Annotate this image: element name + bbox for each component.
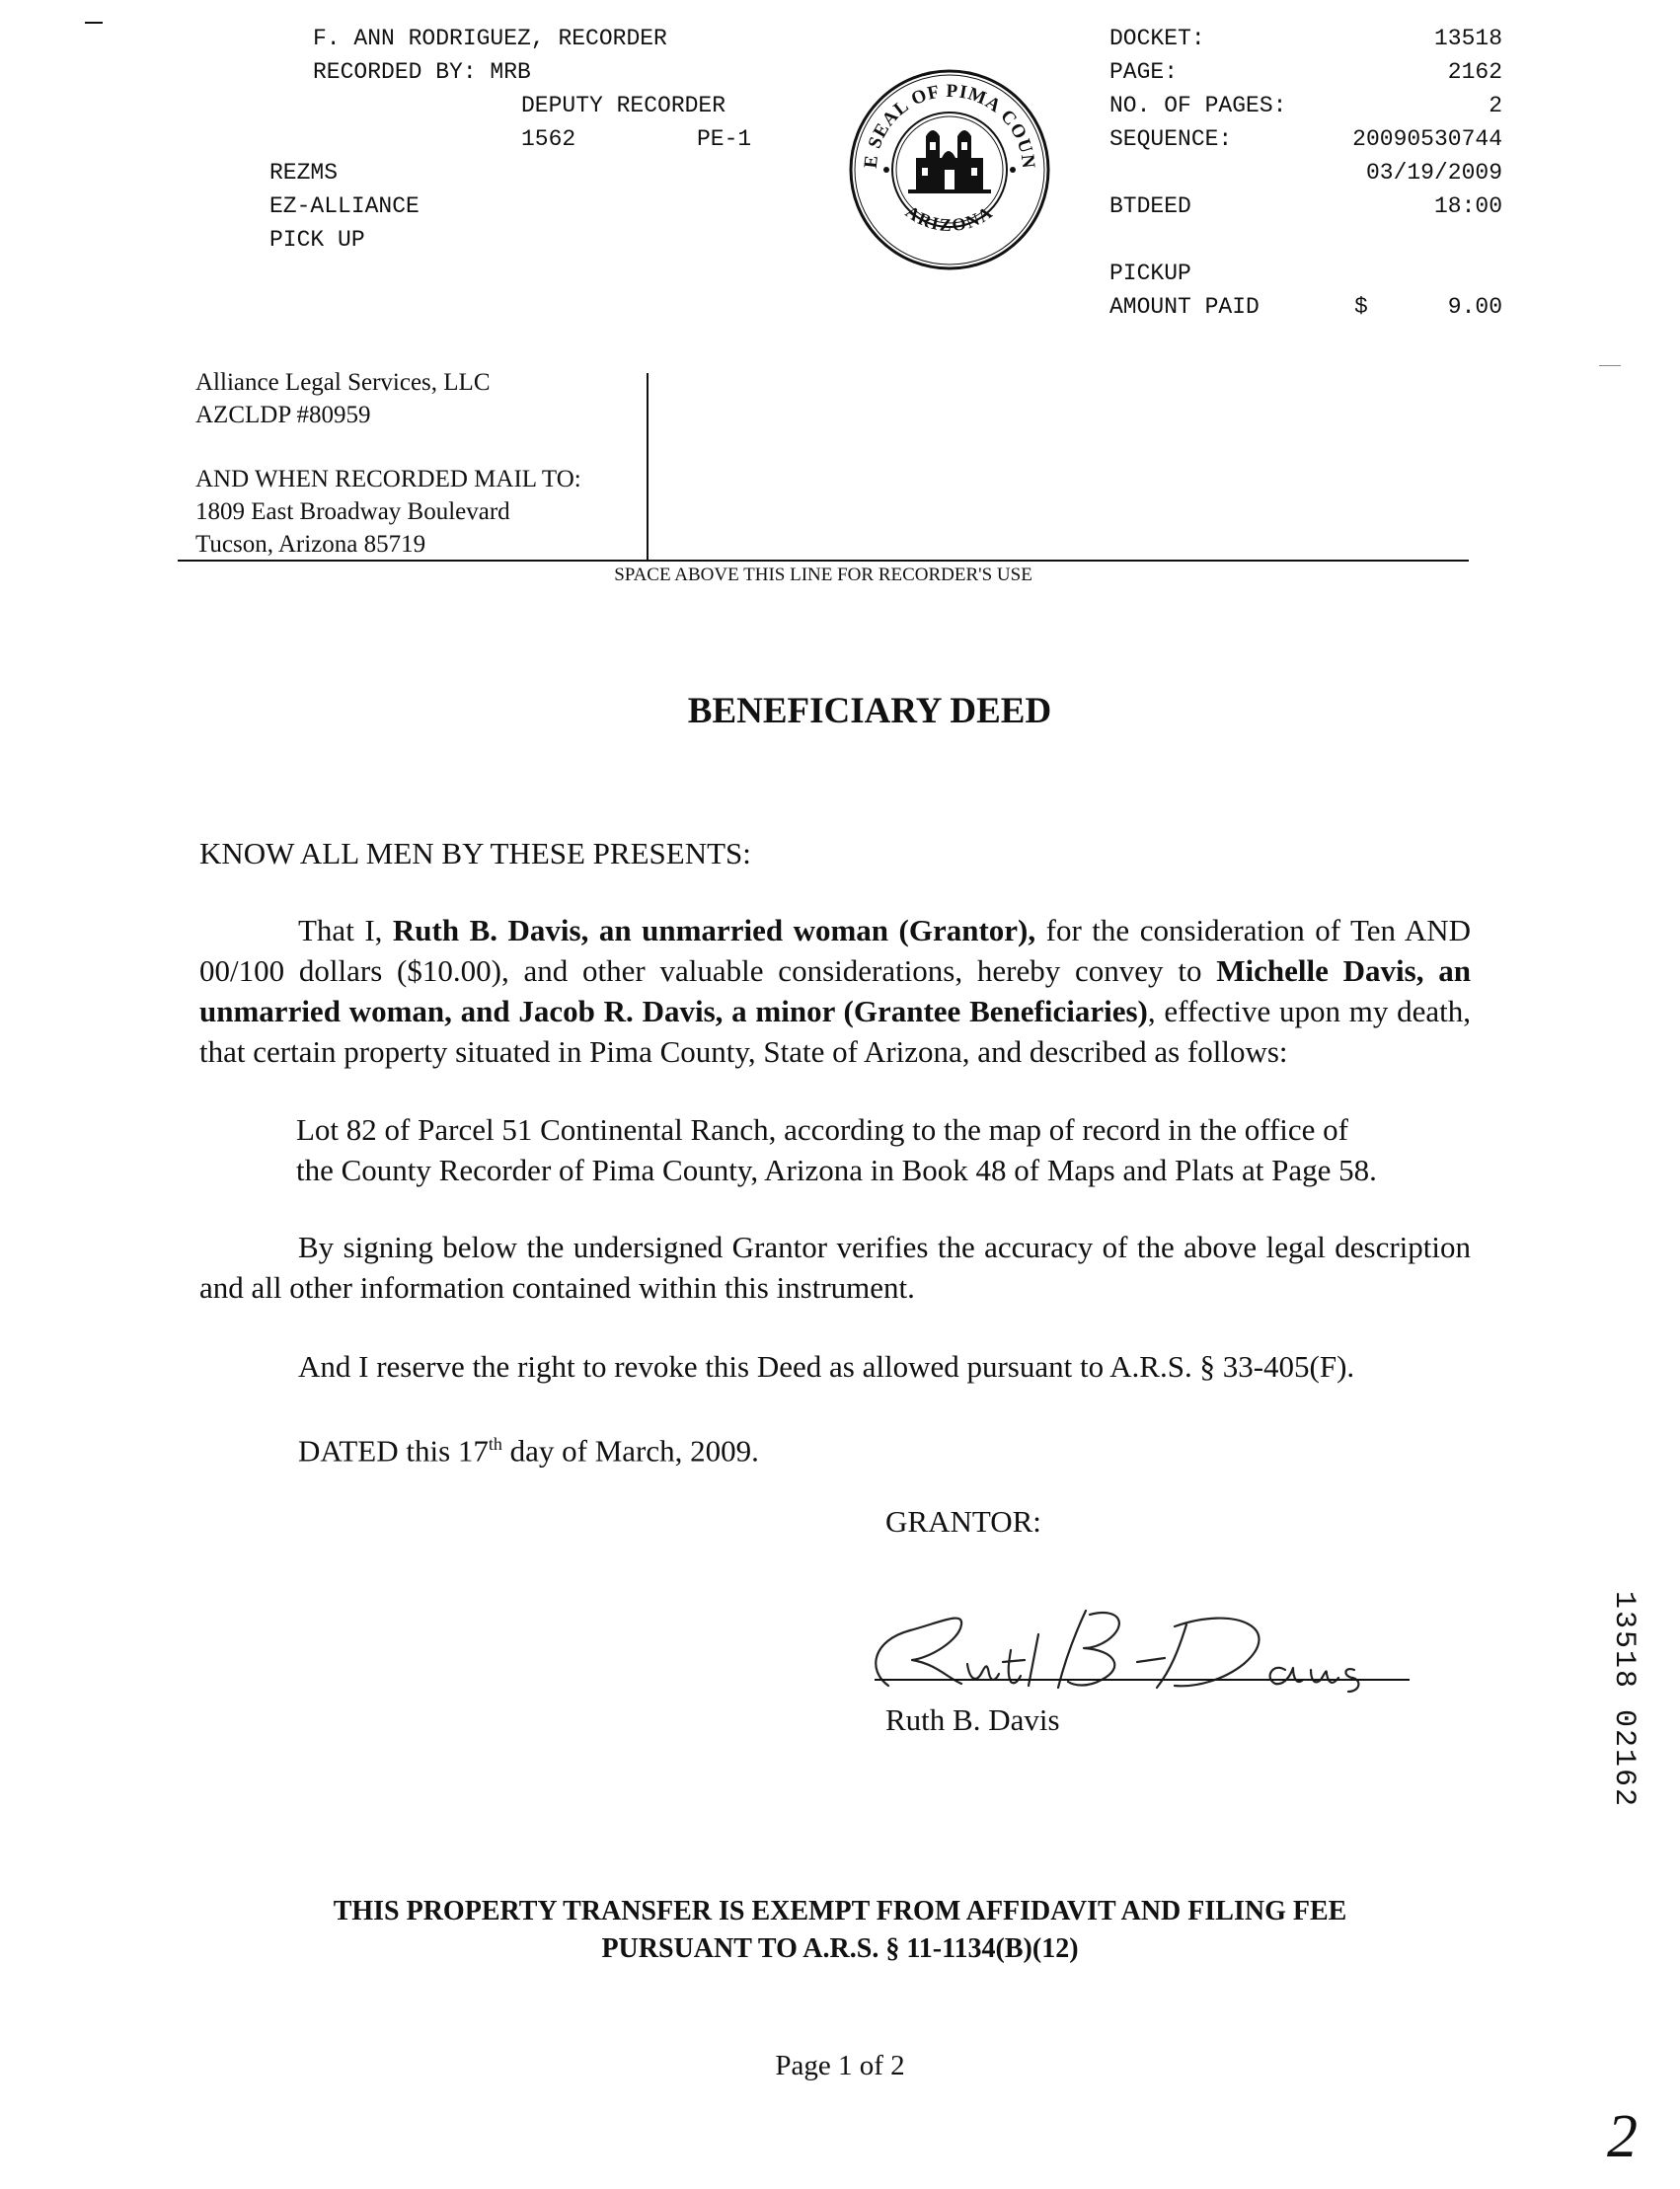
svg-text:THE SEAL OF PIMA COUNTY: E SEAL OF PIMA COUN <box>860 80 1039 171</box>
svg-text:ARIZONA: ARIZONA <box>901 201 998 236</box>
currency-symbol: $ <box>1354 294 1368 320</box>
code-line-3: PICK UP <box>269 227 365 253</box>
signature-graphic <box>861 1601 1413 1696</box>
pickup-label: PICKUP <box>1109 261 1191 286</box>
license-number: AZCLDP #80959 <box>195 402 371 428</box>
page-footer: Page 1 of 2 <box>775 2050 905 2081</box>
num-pages-value: 2 <box>1489 93 1502 118</box>
grantor-label: GRANTOR: <box>885 1504 1041 1539</box>
page-label: PAGE: <box>1109 59 1179 85</box>
city-state-zip: Tucson, Arizona 85719 <box>195 531 426 558</box>
dated-line <box>298 1424 759 1471</box>
docket-label: DOCKET: <box>1109 26 1205 51</box>
record-time: 18:00 <box>1433 193 1502 219</box>
recorded-by: RECORDED BY: MRB <box>313 59 531 85</box>
record-date: 03/19/2009 <box>1365 160 1502 186</box>
deputy-code: PE-1 <box>697 126 752 152</box>
exemption-line-1: THIS PROPERTY TRANSFER IS EXEMPT FROM AFFIDAVIT AND FILING FEE <box>333 1896 1347 1926</box>
recorder-use-line <box>178 560 1469 562</box>
code-line-1: REZMS <box>269 160 339 186</box>
amount-paid-value: 9.00 <box>1447 294 1502 320</box>
dated-suffix: day of March, 2009. <box>501 1433 759 1469</box>
legal-description-line-2: the County Recorder of Pima County, Arizona in Book 48 of Maps and Plats at Page 58. <box>296 1153 1377 1187</box>
amount-paid-label: AMOUNT PAID <box>1109 294 1260 320</box>
sequence-value: 20090530744 <box>1352 126 1502 152</box>
code-line-2: EZ-ALLIANCE <box>269 193 420 219</box>
page-value: 2162 <box>1447 59 1502 85</box>
side-docket-stamp: 13518 02162 <box>1607 1591 1641 1809</box>
recorder-use-note: SPACE ABOVE THIS LINE FOR RECORDER'S USE <box>614 565 1032 585</box>
revocation-paragraph: And I reserve the right to revoke this Deed as allowed pursuant to A.R.S. § 33-405(F). <box>298 1349 1355 1384</box>
deputy-number: 1562 <box>521 126 576 152</box>
opening-line: KNOW ALL MEN BY THESE PRESENTS: <box>199 836 751 870</box>
street-address: 1809 East Broadway Boulevard <box>195 498 510 525</box>
signer-name: Ruth B. Davis <box>885 1702 1060 1737</box>
grantor-name: Ruth B. Davis, an unmarried woman (Grantor), <box>392 913 1036 947</box>
conveyance-part-c: for the consideration of Ten AND 00/100 dollars ($10.00), and other valuable considerations, hereby convey to <box>199 913 1471 988</box>
dated-ordinal: th <box>488 1434 502 1454</box>
docket-value: 13518 <box>1433 26 1502 51</box>
exemption-line-2: PURSUANT TO A.R.S. § 11-1134(B)(12) <box>601 1933 1079 1964</box>
right-edge-tick <box>1599 365 1621 366</box>
corner-tick <box>85 22 103 24</box>
conveyance-part-a: That I, <box>298 913 393 947</box>
handwritten-page-mark: 2 <box>1607 2103 1638 2170</box>
doc-type: BTDEED <box>1109 193 1191 219</box>
recorder-name: F. ANN RODRIGUEZ, RECORDER <box>313 26 667 51</box>
company-name: Alliance Legal Services, LLC <box>195 369 491 396</box>
num-pages-label: NO. OF PAGES: <box>1109 93 1287 118</box>
deputy-title: DEPUTY RECORDER <box>521 93 726 118</box>
grantor-signature <box>861 1601 1413 1696</box>
sequence-label: SEQUENCE: <box>1109 126 1233 152</box>
legal-description-line-1: Lot 82 of Parcel 51 Continental Ranch, according to the map of record in the office of <box>296 1112 1349 1147</box>
conveyance-paragraph <box>199 910 1471 1072</box>
document-title: BENEFICIARY DEED <box>687 691 1052 731</box>
return-address-divider <box>647 373 649 561</box>
seal-graphic <box>847 67 1052 272</box>
grantee-names: Michelle Davis, an unmarried woman, and Jacob R. Davis, a minor (Grantee Beneficiaries) <box>199 953 1471 1028</box>
conveyance-part-e: , effective upon my death, that certain property situated in Pima County, State of Arizona, and described as follows: <box>199 994 1472 1069</box>
dated-prefix: DATED this 17 <box>298 1433 489 1469</box>
verification-paragraph: By signing below the undersigned Grantor verifies the accuracy of the above legal description and all other information contained within this instrument. <box>199 1230 1471 1305</box>
mail-to-label: AND WHEN RECORDED MAIL TO: <box>195 466 581 492</box>
county-seal <box>847 67 1052 272</box>
